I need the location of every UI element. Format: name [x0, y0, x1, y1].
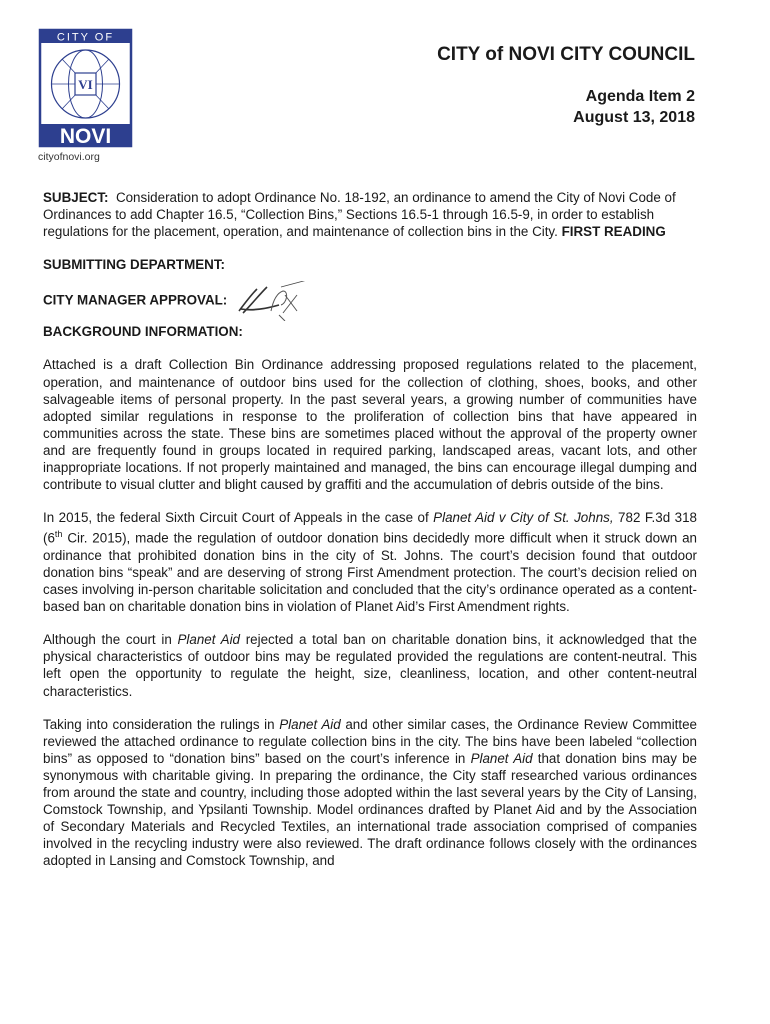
first-reading: FIRST READING: [561, 224, 666, 240]
logo-url: cityofnovi.org: [38, 151, 100, 163]
subject-text: Consideration to adopt Ordinance No. 18-192, an ordinance to amend the City of Novi Code of Ordinances to add Chapter 16.5, “Collection Bins,” Sections 16.5-1 through 16.5-9, in order to establish regulations for the placement, operation, and maintenance of collection bins in the City.: [43, 190, 676, 240]
background-paragraph-3: Although the court in Planet Aid rejected a total ban on charitable donation bins, it acknowledged that the physical characteristics of outdoor bins may be regulated provided the regulations are content-neutral. This left open the opportunity to regulate the height, size, cleanliness, location, and other content-neutral characteristics.: [43, 632, 697, 699]
background-paragraph-4: Taking into consideration the rulings in Planet Aid and other similar cases, the Ordinance Review Committee reviewed the attached ordinance to regulate collection bins in the city. The bins have been labeled “collection bins” as opposed to “donation bins” based on the court’s inference in Planet Aid that donation bins may be synonymous with charitable giving. In preparing the ordinance, the City staff researched various ordinances from around the state and country, including those adopted within the last several years by the City of Lansing, Comstock Township, and Ypsilanti Township. Model ordinances drafted by Planet Aid and by the Association of Secondary Materials and Recycled Textiles, an international trade association comprised of companies involved in the recycling industry were also reviewed. The draft ordinance follows closely with the ordinances adopted in Lansing and Comstock Township, and: [43, 716, 698, 869]
subject-paragraph: [43, 189, 697, 240]
logo-bottom-text: NOVI: [59, 125, 112, 148]
case-citation: Planet Aid: [279, 716, 341, 732]
council-title: CITY of NOVI CITY COUNCIL: [437, 44, 695, 65]
case-citation: Planet Aid v City of St. Johns,: [433, 510, 614, 526]
city-logo: [30, 28, 142, 163]
agenda-item: Agenda Item 2: [585, 88, 695, 105]
background-paragraph-1: Attached is a draft Collection Bin Ordinance addressing proposed regulations related to the placement, operation, and maintenance of outdoor bins used for the collection of clothing, shoes, books, and other salvageable items of personal property. In the past several years, a growing number of communities have adopted similar regulations in response to the proliferation of collection bins that have appeared in communities across the state. These bins are sometimes placed without the approval of the property owner and are frequently found in groups located in required parking, landscaped areas, vacant lots, and other inappropriate locations. If not properly maintained and managed, the bins can encourage illegal dumping and contribute to visual clutter and blight caused by graffiti and the accumulation of debris outside of the bins.: [43, 357, 697, 493]
subject-label: SUBJECT:: [43, 190, 109, 205]
document-body: [43, 189, 697, 869]
city-manager-approval: [43, 281, 697, 321]
case-citation: Planet Aid: [470, 750, 533, 766]
meeting-date: August 13, 2018: [573, 109, 695, 126]
submitting-department-label: SUBMITTING DEPARTMENT:: [43, 257, 226, 273]
case-citation: Planet Aid: [177, 632, 240, 648]
agenda-block: [573, 86, 695, 128]
submitting-department: [43, 256, 697, 273]
novi-seal-icon: [38, 28, 133, 148]
background-heading: BACKGROUND INFORMATION:: [43, 324, 243, 340]
logo-top-text: CITY OF: [56, 31, 115, 44]
background-paragraph-2: In 2015, the federal Sixth Circuit Court of Appeals in the case of Planet Aid v City of St. Johns, 782 F.3d 318 (6th Cir. 2015), made the regulation of outdoor donation bins decidedly more difficult when it struck down an ordinance that prohibited donation bins in the city of St. Johns. The court’s decision found that outdoor donation bins “speak” and are deserving of strong First Amendment protection. The court’s decision relied on cases involving in-person charitable solicitation and concluded that the city’s ordinance operated as a content-based ban on charitable donation bins in violation of Planet Aid’s First Amendment rights.: [43, 510, 697, 615]
city-manager-label: CITY MANAGER APPROVAL:: [43, 292, 228, 308]
logo-numeral: VI: [78, 77, 93, 92]
signature-icon: [235, 281, 313, 321]
